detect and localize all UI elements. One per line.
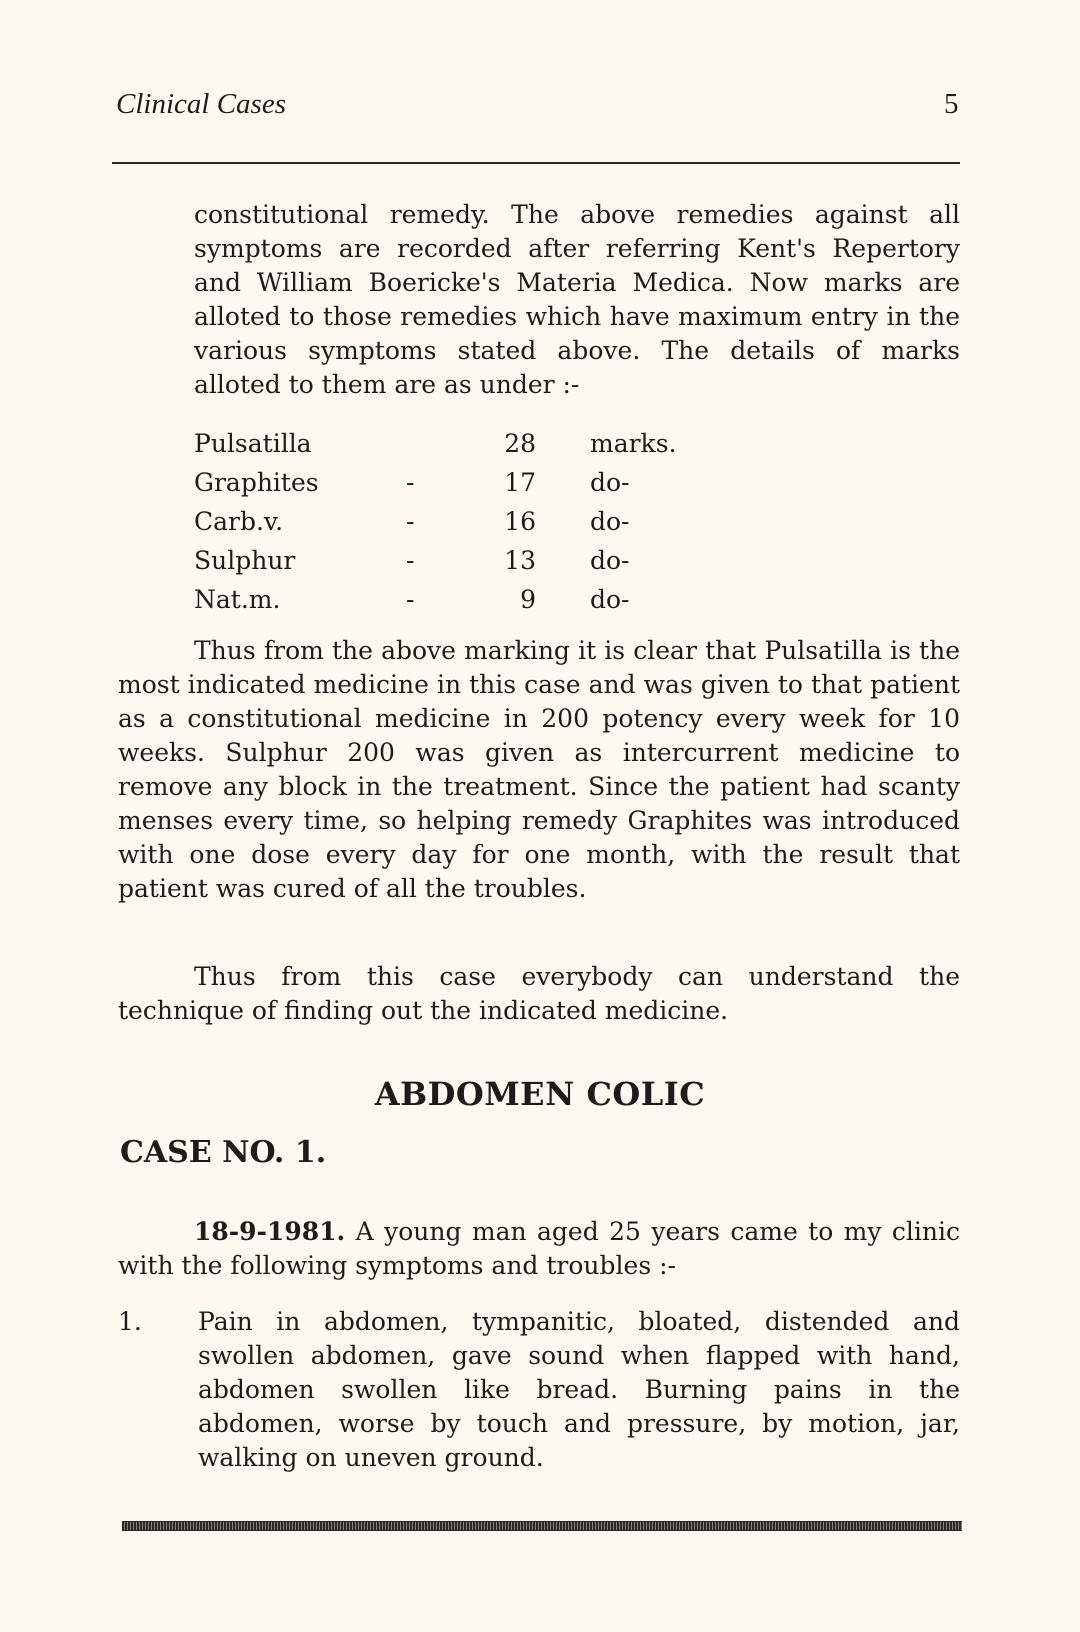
marks-row — [194, 424, 694, 463]
remedy-name: Graphites — [194, 468, 319, 497]
remedy-unit: marks. — [590, 429, 677, 458]
remedy-dash: - — [406, 507, 415, 536]
summary-text: Thus from this case everybody can understand the technique of finding out the indicated medicine. — [118, 962, 960, 1025]
case-date: 18-9-1981. — [194, 1217, 346, 1246]
footer-rule — [122, 1521, 962, 1531]
remedy-marks: 9 — [520, 585, 536, 614]
header-rule — [112, 162, 960, 164]
intro-paragraph: constitutional remedy. The above remedies against all symptoms are recorded after referring Kent's Repertory and William Boericke's Materia Medica. Now marks are alloted to those remedies which have maximum entry in the various symptoms stated above. The details of marks alloted to them are as under :- — [194, 200, 960, 399]
remedy-dash: - — [406, 585, 415, 614]
summary-paragraph — [118, 960, 960, 1028]
section-heading: ABDOMEN COLIC — [374, 1075, 706, 1113]
marks-row — [194, 580, 694, 619]
symptom-text: Pain in abdomen, tympanitic, bloated, distended and swollen abdomen, gave sound when flapped with hand, abdomen swollen like bread. Burning pains in the abdomen, worse by touch and pressure, by motion, jar, walking on uneven ground. — [198, 1307, 960, 1472]
marks-table — [194, 424, 694, 619]
remedy-marks: 17 — [504, 468, 536, 497]
remedy-unit: do- — [590, 468, 630, 497]
case-intro-text: A young man aged 25 years came to my clinic with the following symptoms and troubles :- — [118, 1217, 960, 1280]
case-heading: CASE NO. 1. — [120, 1135, 327, 1170]
marks-row — [194, 463, 694, 502]
remedy-marks: 28 — [504, 429, 536, 458]
remedy-marks: 13 — [504, 546, 536, 575]
conclusion-paragraph — [118, 634, 960, 906]
page-number: 5 — [944, 88, 959, 120]
remedy-marks: 16 — [504, 507, 536, 536]
marks-row — [194, 502, 694, 541]
remedy-unit: do- — [590, 585, 630, 614]
remedy-name: Nat.m. — [194, 585, 281, 614]
conclusion-text: Thus from the above marking it is clear that Pulsatilla is the most indicated medicine in this case and was given to that patient as a constitutional medicine in 200 potency every week for 10 weeks. Sulphur 200 was given as intercurrent medicine to remove any block in the treatment. Since the patient had scanty menses every time, so helping remedy Graphites was introduced with one dose every day for one month, with the result that patient was cured of all the troubles. — [118, 636, 960, 903]
remedy-name: Carb.v. — [194, 507, 284, 536]
running-title: Clinical Cases — [116, 88, 286, 120]
symptom-number: 1. — [118, 1307, 142, 1336]
remedy-name: Sulphur — [194, 546, 296, 575]
remedy-dash: - — [406, 546, 415, 575]
marks-row — [194, 541, 694, 580]
remedy-unit: do- — [590, 546, 630, 575]
remedy-name: Pulsatilla — [194, 429, 312, 458]
remedy-dash: - — [406, 468, 415, 497]
remedy-unit: do- — [590, 507, 630, 536]
case-intro-paragraph — [118, 1215, 960, 1283]
